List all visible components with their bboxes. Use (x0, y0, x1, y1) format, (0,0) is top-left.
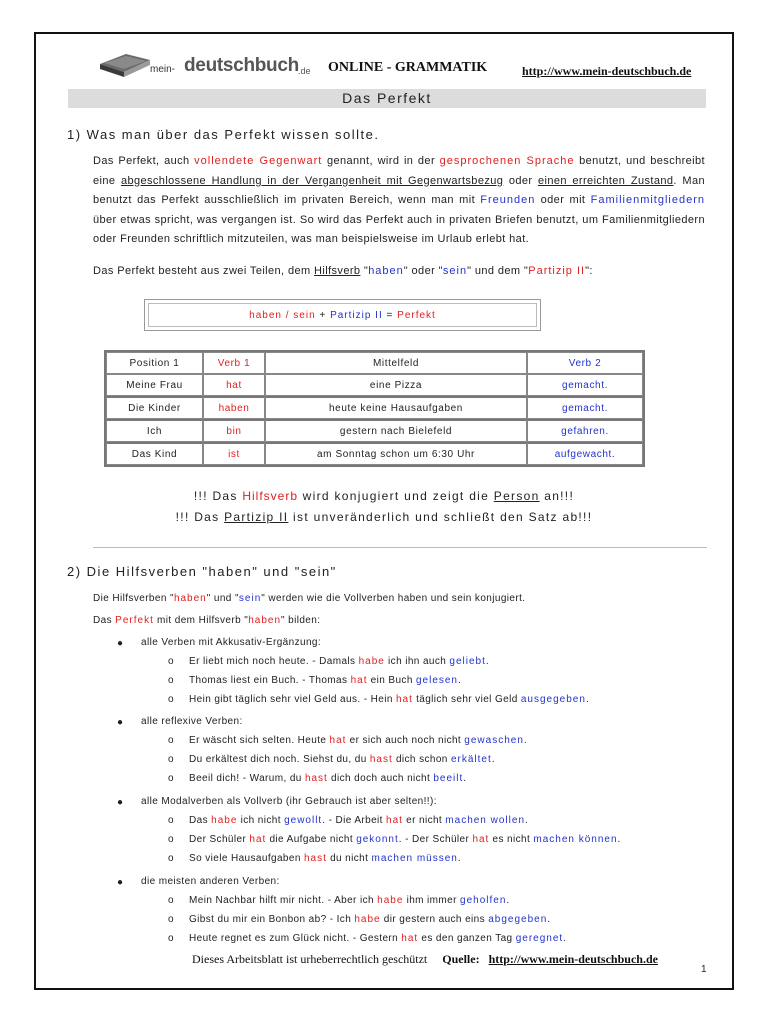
text-run: vollendete Gegenwart (194, 155, 323, 167)
text-run: hat (472, 834, 490, 845)
example-sentence (189, 735, 527, 746)
text-run: abgeschlossene Handlung in der Vergangenheit mit Gegenwartsbezug (120, 174, 504, 187)
example-sentence (189, 815, 528, 826)
table-cell: am Sonntag schon um 6:30 Uhr (265, 442, 527, 465)
text-run: gelesen (415, 675, 458, 686)
circle-bullet-icon: o (168, 933, 174, 944)
text-run: gekonnt (356, 834, 399, 845)
text-run: Das Perfekt besteht aus zwei Teilen, dem (93, 265, 315, 277)
text-run: . (563, 933, 567, 944)
table-cell: Ich (106, 419, 203, 442)
note-hilfsverb (0, 489, 768, 503)
table-cell: gestern nach Bielefeld (265, 419, 527, 442)
text-run: du nicht (326, 853, 372, 864)
text-run: . (457, 853, 462, 864)
table-cell: heute keine Hausaufgaben (265, 396, 527, 419)
text-run: hat (249, 834, 267, 845)
text-run: hat (386, 815, 403, 826)
text-run: " bilden: (281, 615, 321, 626)
text-run: . - Die Arbeit (322, 815, 387, 826)
bullet-icon: ● (117, 638, 124, 649)
text-run: + (315, 310, 331, 321)
text-run: ihm immer (403, 895, 461, 906)
text-run: !!! Das (175, 510, 225, 524)
circle-bullet-icon: o (168, 853, 174, 864)
text-run: ich ihn auch (384, 656, 450, 667)
book-stack-icon (96, 50, 152, 80)
text-run: über etwas spricht, was vergangen ist. So wird das Perfekt auch in privaten Briefen benutzt, um Familienmitgliedern oder Freunden schriftlich mitzuteilen, was man beispielsweise im Urlaub erlebt hat. (93, 213, 705, 245)
table-row (106, 396, 643, 419)
text-run: gewollt (284, 815, 323, 826)
text-run: " oder " (403, 265, 443, 277)
header-url-link[interactable]: http://www.mein-deutschbuch.de (522, 64, 692, 78)
text-run: habe (211, 815, 238, 826)
table-header-verb2: Verb 2 (527, 352, 643, 374)
section2-intro-1 (93, 593, 525, 604)
text-run: hast (369, 754, 393, 765)
text-run: So viele Hausaufgaben (189, 853, 304, 864)
verb-group-label: alle Modalverben als Vollverb (ihr Gebrauch ist aber selten!!): (141, 796, 437, 807)
table-row (106, 374, 643, 396)
text-run: beeilt (433, 773, 464, 784)
example-sentence (189, 914, 550, 925)
text-run: Person (493, 489, 540, 503)
circle-bullet-icon: o (168, 815, 174, 826)
circle-bullet-icon: o (168, 694, 174, 705)
text-run: haben / sein (249, 310, 316, 321)
text-run: ein Buch (367, 675, 416, 686)
verb-group-label: alle Verben mit Akkusativ-Ergänzung: (141, 637, 322, 648)
table-cell: gemacht. (527, 396, 643, 419)
text-run: machen müssen (371, 853, 458, 864)
text-run: Du erkältest dich noch. Siehst du, du (189, 754, 370, 765)
page-title: Das Perfekt (68, 89, 706, 108)
text-run: abgegeben (488, 914, 548, 925)
table-cell: ist (203, 442, 265, 465)
table-header-position1: Position 1 (106, 352, 203, 374)
circle-bullet-icon: o (168, 895, 174, 906)
text-run: Das Perfekt, auch (93, 155, 195, 167)
text-run: benutzt, und beschreibt eine (93, 155, 706, 187)
verb-group-label: alle reflexive Verben: (141, 716, 243, 727)
text-run: geregnet (515, 933, 564, 944)
text-run: Der Schüler (189, 834, 250, 845)
text-run: . (463, 773, 467, 784)
text-run: hast (304, 853, 327, 864)
table-cell: gemacht. (527, 374, 643, 396)
text-run: oder (503, 174, 538, 187)
text-run: genannt, wird in der (322, 155, 440, 167)
circle-bullet-icon: o (168, 735, 174, 746)
text-run: = (382, 310, 398, 321)
table-cell: Die Kinder (106, 396, 203, 419)
text-run: Beeil dich! - Warum, du (189, 773, 305, 784)
table-header-mittelfeld: Mittelfeld (265, 352, 527, 374)
text-run: Er wäscht sich selten. Heute (189, 735, 330, 746)
text-run: Freunden (480, 194, 536, 206)
text-run: geliebt (449, 656, 486, 667)
table-cell: eine Pizza (265, 374, 527, 396)
text-run: dich doch auch nicht (327, 773, 434, 784)
circle-bullet-icon: o (168, 834, 174, 845)
note-partizip (0, 510, 768, 524)
text-run: Hilfsverb (242, 489, 299, 503)
text-run: Die Hilfsverben " (93, 593, 174, 604)
example-sentence (189, 773, 466, 784)
copyright-notice: Dieses Arbeitsblatt ist urheberrechtlich geschützt (192, 952, 428, 966)
logo-prefix: mein- (150, 64, 176, 75)
section1-paragraph-2 (93, 265, 593, 277)
text-run: machen können (533, 834, 618, 845)
text-run: ": (585, 265, 593, 277)
logo-text: deutschbuch (184, 55, 299, 76)
text-run: . - Der Schüler (398, 834, 473, 845)
table-cell: Meine Frau (106, 374, 203, 396)
bullet-icon: ● (117, 797, 124, 808)
circle-bullet-icon: o (168, 914, 174, 925)
example-sentence (189, 675, 461, 686)
text-run: . (585, 694, 590, 705)
text-run: . (547, 914, 551, 925)
text-run: habe (354, 914, 381, 925)
text-run: Perfekt (397, 310, 436, 321)
text-run: mit dem Hilfsverb " (153, 615, 249, 626)
table-cell: hat (203, 374, 265, 396)
text-run: er sich auch noch nicht (346, 735, 465, 746)
example-sentence (189, 933, 566, 944)
header-title: ONLINE - GRAMMATIK (328, 60, 488, 75)
text-run: es nicht (489, 834, 534, 845)
footer (192, 952, 658, 967)
text-run: täglich sehr viel Geld (412, 694, 521, 705)
text-run: Partizip II (224, 510, 289, 524)
text-run: Perfekt (115, 615, 154, 626)
text-run: er nicht (402, 815, 446, 826)
section2-intro-2 (93, 615, 320, 626)
text-run: Er liebt mich noch heute. - Damals (189, 656, 359, 667)
perfekt-formula-box (144, 299, 541, 331)
text-run: " werden wie die Vollverben haben und sein konjugiert. (261, 593, 526, 604)
text-run: geholfen (460, 895, 507, 906)
footer-url-link[interactable]: http://www.mein-deutschbuch.de (488, 952, 658, 966)
text-run: sein (238, 593, 262, 604)
text-run: Heute regnet es zum Glück nicht. - Gestern (189, 933, 402, 944)
table-cell: gefahren. (527, 419, 643, 442)
text-run: habe (358, 656, 385, 667)
page-number: 1 (701, 964, 707, 975)
text-run: haben (248, 615, 282, 626)
sentence-position-table (104, 350, 645, 467)
text-run: sein (442, 265, 468, 277)
bullet-icon: ● (117, 877, 124, 888)
text-run: Familienmitgliedern (590, 194, 705, 206)
text-run: . (506, 895, 510, 906)
example-sentence (189, 656, 489, 667)
text-run: gewaschen (464, 735, 524, 746)
text-run: hat (401, 933, 419, 944)
example-sentence (189, 853, 461, 864)
text-run: Hilfsverb (314, 265, 361, 277)
text-run: die Aufgabe nicht (266, 834, 357, 845)
text-run: ist unveränderlich und schließt den Satz ab!!! (288, 510, 593, 524)
text-run: erkältet (450, 754, 492, 765)
example-sentence (189, 834, 621, 845)
text-run: Thomas liest ein Buch. - Thomas (189, 675, 351, 686)
example-sentence (189, 694, 589, 705)
text-run: hast (304, 773, 328, 784)
text-run: einen erreichten Zustand (537, 174, 674, 187)
table-cell: Das Kind (106, 442, 203, 465)
circle-bullet-icon: o (168, 656, 174, 667)
text-run: oder mit (535, 194, 591, 206)
section1-paragraph-1 (93, 152, 705, 250)
logo-suffix: .de (298, 66, 311, 76)
text-run: dir gestern auch eins (380, 914, 489, 925)
text-run: hat (350, 675, 368, 686)
section1-heading: 1) Was man über das Perfekt wissen sollte. (67, 127, 380, 142)
circle-bullet-icon: o (168, 773, 174, 784)
table-row (106, 442, 643, 465)
text-run: . (525, 815, 529, 826)
section2-heading: 2) Die Hilfsverben "haben" und "sein" (67, 564, 337, 579)
text-run: Das (93, 615, 116, 626)
text-run: . (617, 834, 621, 845)
text-run: Hein gibt täglich sehr viel Geld aus. - Hein (189, 694, 396, 705)
text-run: machen wollen (445, 815, 526, 826)
text-run: Das (189, 815, 212, 826)
circle-bullet-icon: o (168, 675, 174, 686)
text-run: hat (329, 735, 347, 746)
text-run: es den ganzen Tag (418, 933, 516, 944)
text-run: gesprochenen Sprache (439, 155, 575, 167)
text-run: dich schon (392, 754, 451, 765)
text-run: . Man benutzt das Perfekt ausschließlich im privaten Bereich, wenn man mit (93, 174, 706, 206)
text-run: . (491, 754, 495, 765)
text-run: Mein Nachbar hilft mir nicht. - Aber ich (189, 895, 378, 906)
text-run: . (458, 675, 462, 686)
text-run: haben (173, 593, 207, 604)
text-run: an!!! (539, 489, 575, 503)
text-run: hat (395, 694, 413, 705)
example-sentence (189, 754, 495, 765)
text-run: " (360, 265, 369, 277)
page-header (96, 54, 716, 82)
text-run: habe (377, 895, 404, 906)
table-cell: haben (203, 396, 265, 419)
example-sentence (189, 895, 510, 906)
section-divider (93, 547, 707, 548)
circle-bullet-icon: o (168, 754, 174, 765)
text-run: . (523, 735, 528, 746)
text-run: Partizip II (528, 265, 586, 277)
text-run: Gibst du mir ein Bonbon ab? - Ich (189, 914, 355, 925)
table-cell: aufgewacht. (527, 442, 643, 465)
table-row (106, 419, 643, 442)
text-run: wird konjugiert und zeigt die (298, 489, 494, 503)
text-run: !!! Das (193, 489, 243, 503)
verb-group-label: die meisten anderen Verben: (141, 876, 280, 887)
text-run: " und " (206, 593, 239, 604)
text-run: haben (368, 265, 404, 277)
text-run: Partizip II (330, 310, 383, 321)
text-run: ausgegeben (520, 694, 586, 705)
source-label: Quelle: (442, 952, 480, 966)
bullet-icon: ● (117, 717, 124, 728)
text-run: ich nicht (237, 815, 285, 826)
text-run: . (485, 656, 490, 667)
table-header-verb1: Verb 1 (203, 352, 265, 374)
table-cell: bin (203, 419, 265, 442)
text-run: " und dem " (467, 265, 529, 277)
